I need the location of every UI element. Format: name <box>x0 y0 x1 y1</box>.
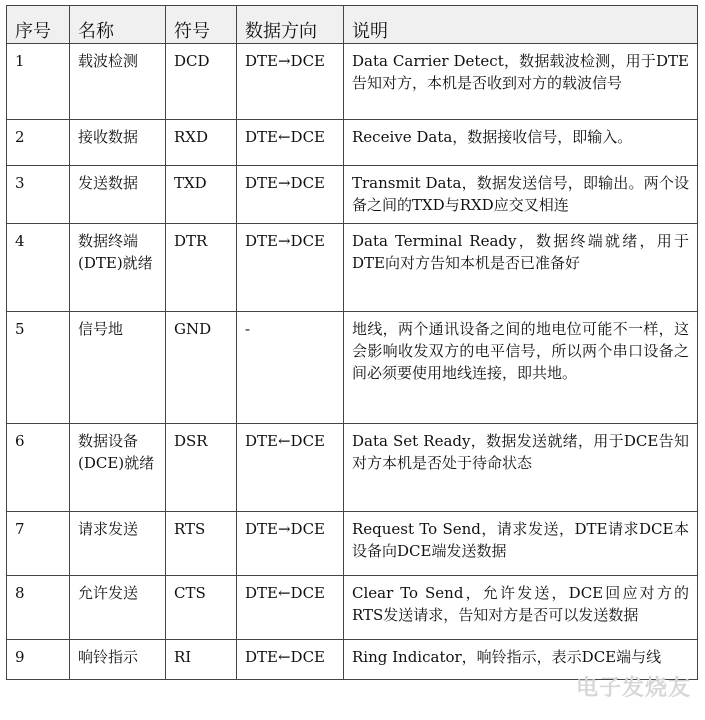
cell-name: 信号地 <box>70 312 166 424</box>
cell-description: Clear To Send，允许发送，DCE回应对方的RTS发送请求，告知对方是否可以发送数据 <box>344 576 698 640</box>
cell-symbol: CTS <box>166 576 237 640</box>
cell-name: 请求发送 <box>70 512 166 576</box>
cell-no: 6 <box>7 424 70 512</box>
cell-name: 发送数据 <box>70 166 166 224</box>
cell-name: 允许发送 <box>70 576 166 640</box>
signal-table <box>6 5 698 680</box>
cell-description: Receive Data，数据接收信号，即输入。 <box>344 120 698 166</box>
table-row <box>7 512 698 576</box>
cell-direction: - <box>237 312 344 424</box>
cell-symbol: DCD <box>166 44 237 120</box>
cell-description: Transmit Data，数据发送信号，即输出。两个设备之间的TXD与RXD应交叉相连 <box>344 166 698 224</box>
cell-name: 接收数据 <box>70 120 166 166</box>
table-row <box>7 44 698 120</box>
cell-name: 数据终端(DTE)就绪 <box>70 224 166 312</box>
cell-description: Data Terminal Ready，数据终端就绪，用于DTE向对方告知本机是否已准备好 <box>344 224 698 312</box>
cell-no: 2 <box>7 120 70 166</box>
header-symbol: 符号 <box>166 6 237 44</box>
table-row <box>7 424 698 512</box>
cell-no: 5 <box>7 312 70 424</box>
cell-name: 数据设备(DCE)就绪 <box>70 424 166 512</box>
header-no: 序号 <box>7 6 70 44</box>
cell-direction: DTE←DCE <box>237 424 344 512</box>
header-name: 名称 <box>70 6 166 44</box>
cell-no: 9 <box>7 640 70 680</box>
cell-symbol: RTS <box>166 512 237 576</box>
cell-description: Data Set Ready，数据发送就绪，用于DCE告知对方本机是否处于待命状态 <box>344 424 698 512</box>
table-row <box>7 312 698 424</box>
watermark-logo: 电子发烧友 <box>575 676 691 701</box>
cell-no: 3 <box>7 166 70 224</box>
cell-direction: DTE←DCE <box>237 576 344 640</box>
cell-symbol: TXD <box>166 166 237 224</box>
table-header-row <box>7 6 698 44</box>
cell-direction: DTE←DCE <box>237 120 344 166</box>
cell-no: 7 <box>7 512 70 576</box>
cell-symbol: RI <box>166 640 237 680</box>
cell-name: 响铃指示 <box>70 640 166 680</box>
table-row <box>7 224 698 312</box>
cell-direction: DTE→DCE <box>237 224 344 312</box>
cell-direction: DTE→DCE <box>237 44 344 120</box>
header-direction: 数据方向 <box>237 6 344 44</box>
header-description: 说明 <box>344 6 698 44</box>
cell-direction: DTE→DCE <box>237 166 344 224</box>
table-row <box>7 120 698 166</box>
cell-description: Request To Send，请求发送，DTE请求DCE本设备向DCE端发送数据 <box>344 512 698 576</box>
cell-symbol: RXD <box>166 120 237 166</box>
cell-no: 1 <box>7 44 70 120</box>
cell-name: 载波检测 <box>70 44 166 120</box>
table-row <box>7 166 698 224</box>
cell-symbol: DSR <box>166 424 237 512</box>
cell-description: Data Carrier Detect，数据载波检测，用于DTE告知对方，本机是否收到对方的载波信号 <box>344 44 698 120</box>
cell-symbol: GND <box>166 312 237 424</box>
cell-symbol: DTR <box>166 224 237 312</box>
cell-description: Ring Indicator，响铃指示，表示DCE端与线 <box>344 640 698 680</box>
cell-direction: DTE←DCE <box>237 640 344 680</box>
cell-no: 8 <box>7 576 70 640</box>
cell-no: 4 <box>7 224 70 312</box>
cell-description: 地线，两个通讯设备之间的地电位可能不一样，这会影响收发双方的电平信号，所以两个串口设备之间必须要使用地线连接，即共地。 <box>344 312 698 424</box>
cell-direction: DTE→DCE <box>237 512 344 576</box>
table-row <box>7 576 698 640</box>
